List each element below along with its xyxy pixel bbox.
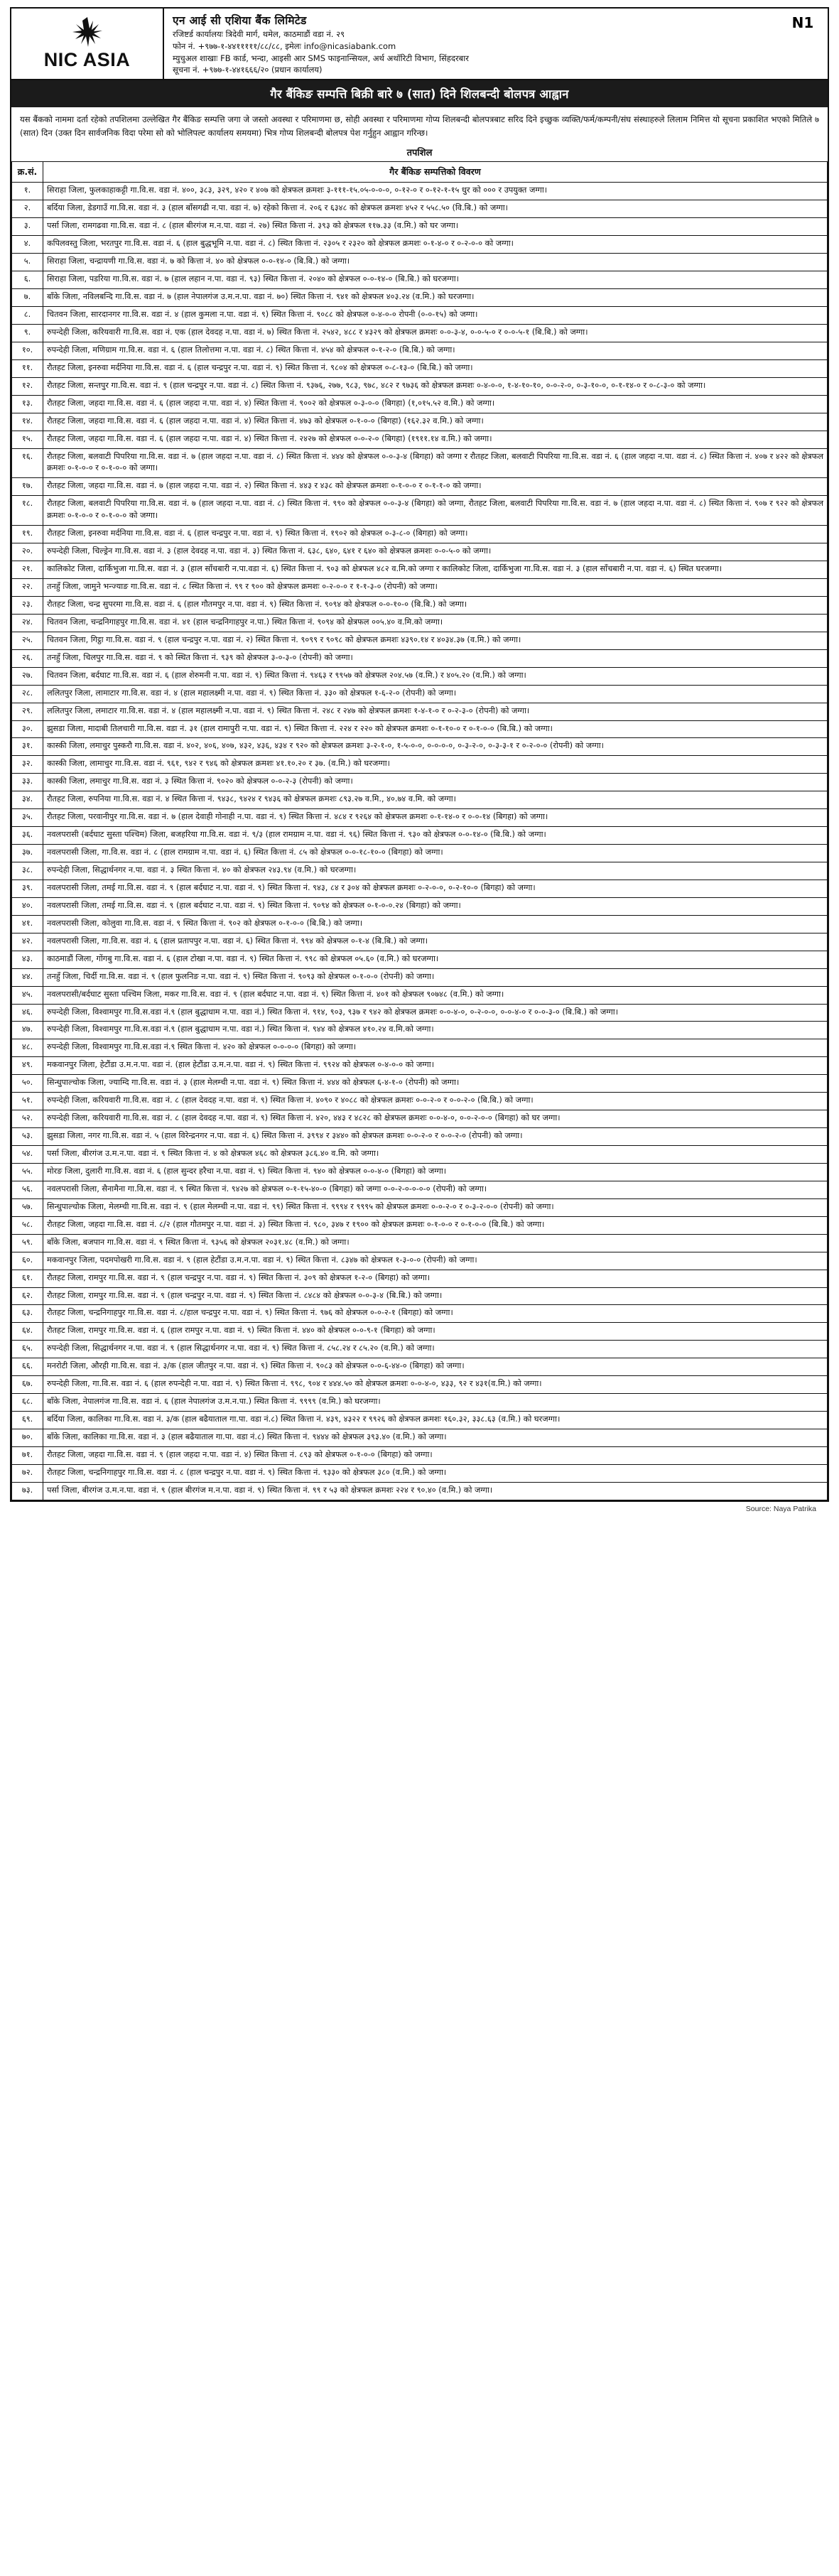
row-property-description: रौतहट जिला, रुपनिया गा.वि.स. वडा नं. ४ स्थित कित्ता नं. ९४३८, ९४२४ र ९४३६ को क्षेत्रफल क्रमशः ८९३.२७ व.मि., ४०.७४ व.मि. को जग्गा। [43, 791, 828, 809]
row-serial-number: २१. [12, 561, 43, 579]
row-property-description: सिन्धुपाल्चोक जिला, ज्याम्दि गा.वि.स. वडा नं. ३ (हाल मेलम्ची न.पा. वडा नं. ९) स्थित कित्ता नं. ४४४ को क्षेत्रफल ६-४-१-० (रोपनी) को जग्गा। [43, 1075, 828, 1093]
row-property-description: रुपन्देही जिला, सिद्धार्थनगर न.पा. वडा नं. ३ स्थित कित्ता नं. ४० को क्षेत्रफल २४३.९४ (व.मि.) को घरजग्गा। [43, 862, 828, 880]
row-serial-number: १५. [12, 431, 43, 448]
table-row [12, 254, 828, 271]
row-property-description: रौतहट जिला, परवानीपुर गा.वि.स. वडा नं. ७ (हाल देवाही गोनाही न.पा. वडा नं. ९) स्थित कित्ता नं. ४८४ र ९२६४ को क्षेत्रफल क्रमशः ०-१-१४-० र ०-०-१४ (बिगहा) को जग्गा। [43, 809, 828, 827]
row-serial-number: ३५. [12, 809, 43, 827]
row-property-description: नवलपरासी जिला, सैनामैना गा.वि.स. वडा नं. ९ स्थित कित्ता नं. ९४२७ को क्षेत्रफल ०-१-१५-४०-० (बिगहा) को जग्गा ०-०-२-०-०-०-० (रोपनी) को जग्गा। [43, 1181, 828, 1198]
row-property-description: नवलपरासी जिला, तमई गा.वि.स. वडा नं. ९ (हाल बर्दघाट न.पा. वडा नं. ९) स्थित कित्ता नं. ९४३, ८४ र ३०४ को क्षेत्रफल क्रमशः ०-२-०-०, ०-२-१०-० (बिगहा) को जग्गा। [43, 880, 828, 897]
row-serial-number: ७३. [12, 1482, 43, 1500]
row-serial-number: ७०. [12, 1429, 43, 1447]
row-serial-number: १८. [12, 496, 43, 526]
notice-intro-paragraph: यस बैंकको नाममा दर्ता रहेको तपशिलमा उल्लेखित गैर बैंकिङ सम्पत्ति जगा जे जस्तो अवस्था र परिमाणमा छ, सोही अवस्था र परिमाणमा गोप्य शिलबन्दी बोलपत्रबाट सरिद दिने इच्छुक व्यक्ति/फर्म/कम्पनी/संघ संस्थाहरुले लिलाम निमित्त यो सूचना प्रकाशित भएको मितिले ७ (सात) दिन (उक्त दिन सार्वजनिक विदा परेमा सो को भोलिपल्ट कार्यालय समयमा) भित्र गोप्य शिलबन्दी बोलपत्र पेश गर्नुहुन आह्वान गरिन्छ। [20, 114, 819, 138]
table-row [12, 703, 828, 720]
table-row [12, 791, 828, 809]
table-row [12, 1429, 828, 1447]
table-row [12, 756, 828, 774]
table-row [12, 649, 828, 667]
column-header-description: गैर बैंकिङ सम्पत्तिको विवरण [43, 161, 828, 183]
row-property-description: रुपन्देही जिला, करियवारी गा.वि.स. वडा नं. एक (हाल देवदह न.पा. वडा नं. ७) स्थित कित्ता नं. २५४२, ४८८ र ४३२९ को क्षेत्रफल क्रमशः ०-०-३-४, ०-०-५-० र ०-०-५-१ (बि.बि.) को जग्गा। [43, 324, 828, 342]
table-header-row [12, 161, 828, 183]
table-row [12, 1128, 828, 1146]
row-serial-number: ३२. [12, 756, 43, 774]
row-serial-number: १२. [12, 377, 43, 395]
row-serial-number: २२. [12, 579, 43, 597]
table-row [12, 774, 828, 791]
table-row [12, 1039, 828, 1057]
row-property-description: तनहुँ जिला, चिलपुर गा.वि.स. वडा नं. ९ को स्थित कित्ता नं. ९३९ को क्षेत्रफल ३-०-३-० (रोपनी) को जग्गा। [43, 649, 828, 667]
table-row [12, 880, 828, 897]
table-row [12, 377, 828, 395]
row-serial-number: ५७. [12, 1198, 43, 1216]
table-row [12, 1358, 828, 1376]
row-property-description: बाँके जिला, बजपान गा.वि.स. वडा नं. ९ स्थित कित्ता नं. ९३५६ को क्षेत्रफल २०३१.४८ (व.मि.) को जग्गा। [43, 1234, 828, 1252]
row-serial-number: ५४. [12, 1146, 43, 1164]
row-property-description: कालिकोट जिला, दार्किभुजा गा.वि.स. वडा नं. ३ (हाल साँचबारी न.पा.वडा नं. ६) स्थित कित्ता नं. ९०३ को क्षेत्रफल ४८२ व.मि.को जग्गा र कालिकोट जिला, दार्किभुजा गा.वि.स. वडा नं. ३ (हाल साँचबारी न.पा. वडा नं. ६) स्थित घरजग्गा। [43, 561, 828, 579]
notice-title: गैर बैंकिङ सम्पत्ति बिक्री बारे ७ (सात) दिने शिलबन्दी बोलपत्र आह्वान [11, 80, 828, 107]
row-property-description: कास्की जिला, लामाचुर गा.वि.स. वडा नं. ९६१, ९४२ र ९४६ को क्षेत्रफल क्रमशः ४१.१०.२० र ३७. (व.मि.) को घरजग्गा। [43, 756, 828, 774]
row-serial-number: ७. [12, 289, 43, 307]
row-property-description: रौतहट जिला, बलवाटी पिपरिया गा.वि.स. वडा नं. ७ (हाल जहदा न.पा. वडा नं. ८) स्थित कित्ता नं. ९९० को क्षेत्रफल ०-०-३-४ (बिगहा) को जग्गा, रौतहट जिला, बलवाटी पिपरिया गा.वि.स. वडा नं. ७ (हाल जहदा न.पा. वडा नं. ८) स्थित कित्ता नं. ९०७ र ९२२ को क्षेत्रफल क्रमशः ०-१-०-० र ०-१-०-० को जग्गा। [43, 496, 828, 526]
row-property-description: रौतहट जिला, इनरुवा मर्दनिया गा.वि.स. वडा नं. ६ (हाल चन्द्रपुर न.पा. वडा नं. ९) स्थित कित्ता नं. १९०२ को क्षेत्रफल ०-३-८-० (बिगहा) को जग्गा। [43, 526, 828, 543]
row-serial-number: ३६. [12, 827, 43, 845]
row-serial-number: १७. [12, 478, 43, 496]
row-property-description: कपिलवस्तु जिला, भरतपुर गा.वि.स. वडा नं. ६ (हाल बुद्धभूमि न.पा. वडा नं. ८) स्थित कित्ता नं. २३०५ र २३२० को क्षेत्रफल क्रमशः ०-१-४-० र ०-२-०-० को जग्गा। [43, 236, 828, 254]
row-serial-number: १६. [12, 448, 43, 478]
document-code: N1 [791, 14, 814, 31]
table-row [12, 614, 828, 632]
bank-address-line-1: रजिष्टर्ड कार्यालयः त्रिदेवी मार्ग, थमेल, काठमाडौं वडा नं. २९ [173, 29, 345, 40]
row-serial-number: ७१. [12, 1446, 43, 1464]
row-property-description: मकवानपुर जिला, पदमपोखरी गा.वि.स. वडा नं. ९ (हाल हेटौंडा उ.म.न.पा. वडा नं. ९) स्थित कित्ता नं. ८३४७ को क्षेत्रफल १-३-०-० (रोपनी) को जग्गा। [43, 1252, 828, 1270]
row-property-description: रौतहट जिला, जहदा गा.वि.स. वडा नं. ७ (हाल जहदा न.पा. वडा नं. २) स्थित कित्ता नं. ४४३ र ४३८ को क्षेत्रफल क्रमशः ०-१-०-० र ०-१-१-० को जग्गा। [43, 478, 828, 496]
row-property-description: नवलपरासी जिला, कोलुवा गा.वि.स. वडा नं. ९ स्थित कित्ता नं. ९०२ को क्षेत्रफल ०-१-०-० (बि.बि.) को जग्गा। [43, 915, 828, 933]
row-serial-number: ४८. [12, 1039, 43, 1057]
schedule-heading: तपशिल [406, 147, 433, 158]
row-property-description: सिराहा जिला, चन्द्रायणी गा.वि.स. वडा नं. ७ को कित्ता नं. ४० को क्षेत्रफल ०-०-१४-० (बि.बि.) को जग्गा। [43, 254, 828, 271]
row-property-description: रौतहट जिला, चन्द्र सुपरमा गा.वि.स. वडा नं. ६ (हाल गौतमपुर न.पा. वडा नं. ९) स्थित कित्ता नं. ९०९४ को क्षेत्रफल ०-०-१०-० (बि.बि.) को जग्गा। [43, 596, 828, 614]
table-row [12, 561, 828, 579]
column-header-sn: क्र.सं. [12, 161, 43, 183]
row-property-description: रुपन्देही जिला, करियवारी गा.वि.स. वडा नं. ८ (हाल देवदह न.पा. वडा नं. ९) स्थित कित्ता नं. ४०९० र ४०८८ को क्षेत्रफल क्रमशः ०-०-२-० र ०-०-२-० (बि.बि.) को जग्गा। [43, 1093, 828, 1110]
row-property-description: रौतहट जिला, चन्द्रनिगाहपुर गा.वि.स. वडा नं. ८/हाल चन्द्रपुर न.पा. वडा नं. ९) स्थित कित्ता नं. ९७६ को क्षेत्रफल ०-०-२-१ (बिगहा) को जग्गा। [43, 1305, 828, 1323]
row-serial-number: ८. [12, 307, 43, 325]
row-property-description: रौतहट जिला, जहदा गा.वि.स. वडा नं. ६ (हाल जहदा न.पा. वडा नं. ४) स्थित कित्ता नं. २४२७ को क्षेत्रफल ०-०-२-० (बिगहा) (१९११.१४ व.मि.) को जग्गा। [43, 431, 828, 448]
table-row [12, 413, 828, 431]
row-property-description: बाँके जिला, नविलबन्दि गा.वि.स. वडा नं. ७ (हाल नेपालगंज उ.म.न.पा. वडा नं. ७०) स्थित कित्ता नं. ९४१ को क्षेत्रफल ४०३.२४ (व.मि.) को घरजग्गा। [43, 289, 828, 307]
row-property-description: रुपन्देही जिला, विश्वामपुर गा.वि.स.वडा नं.९ (हाल बुद्धाधाम न.पा. वडा नं.) स्थित कित्ता नं. ९१४, ९०३, ९३७ र ९४२ को क्षेत्रफल क्रमशः ०-०-४-०, ०-२-०-०, ०-०-४-० र ०-०-३-० (बि.बि.) को जग्गा। [43, 1004, 828, 1022]
row-serial-number: ५२. [12, 1110, 43, 1128]
table-row [12, 236, 828, 254]
row-property-description: रौतहट जिला, रामपुर गा.वि.स. वडा नं. ६ (हाल रामपुर न.पा. वडा नं. ९) स्थित कित्ता नं. ४४० को क्षेत्रफल ०-०-९-१ (बिगहा) को जग्गा। [43, 1323, 828, 1341]
row-serial-number: २९. [12, 703, 43, 720]
row-property-description: नवलपरासी जिला, गा.वि.स. वडा नं. ६ (हाल प्रतापपुर न.पा. वडा नं. ६) स्थित कित्ता नं. ९९४ को क्षेत्रफल ०-१-४ (बि.बि.) को जग्गा। [43, 933, 828, 951]
row-property-description: रौतहट जिला, चन्द्रनिगाहपुर गा.वि.स. वडा नं. ८ (हाल चन्द्रपुर न.पा. वडा नं. ९) स्थित कित्ता नं. ९३३० को क्षेत्रफल ३८० (व.मि.) को जग्गा। [43, 1464, 828, 1482]
row-property-description: रौतहट जिला, इनरुवा मर्दनिया गा.वि.स. वडा नं. ६ (हाल चन्द्रपुर न.पा. वडा नं. ९) स्थित कित्ता नं. ९८०४ को क्षेत्रफल ०-८-१३-० (बि.बि.) को जग्गा। [43, 359, 828, 377]
table-row [12, 1394, 828, 1412]
table-row [12, 915, 828, 933]
row-serial-number: ५९. [12, 1234, 43, 1252]
row-property-description: पर्सा जिला, रामगढवा गा.वि.स. वडा नं. ८ (हाल बीरगंज म.न.पा. वडा नं. २७) स्थित कित्ता नं. ३९३ को क्षेत्रफल ११७.३३ (व.मि.) को घर जग्गा। [43, 218, 828, 236]
row-property-description: रौतहट जिला, जहदा गा.वि.स. वडा नं. ९ (हाल जहदा न.पा. वडा नं. ४) स्थित कित्ता नं. ८९३ को क्षेत्रफल ०-१-०-० (बिगहा) को जग्गा। [43, 1446, 828, 1464]
row-property-description: रुपन्देही जिला, विश्वामपुर गा.वि.स.वडा नं.९ स्थित कित्ता नं. ४२० को क्षेत्रफल ०-०-०-० (बिगहा) को जग्गा। [43, 1039, 828, 1057]
row-serial-number: ३४. [12, 791, 43, 809]
row-serial-number: ५३. [12, 1128, 43, 1146]
table-row [12, 1163, 828, 1181]
row-property-description: नवलपरासी (बर्दघाट सुस्ता पश्चिम) जिला, बजहरिया गा.वि.स. वडा नं. ९/३ (हाल रामग्राम न.पा. वडा नं. ९६) स्थित कित्ता नं. ९३० को क्षेत्रफल ०-०-१४-० (बि.बि.) को जग्गा। [43, 827, 828, 845]
row-property-description: नवलपरासी जिला, तमई गा.वि.स. वडा नं. ९ (हाल बर्दघाट न.पा. वडा नं. ९) स्थित कित्ता नं. ९०९४ को क्षेत्रफल ०-१-०-०.२४ (बिगहा) को जग्गा। [43, 897, 828, 915]
table-row [12, 1376, 828, 1394]
row-property-description: कास्की जिला, लमाचुर पुस्करौ गा.वि.स. वडा नं. ४०२, ४०६, ४०७, ४३२, ४३६, ४३४ र ९२० को क्षेत्रफल क्रमशः ३-२-१-०, १-५-०-०, ०-०-०-०, ०-३-२-०, ०-३-३-१ र ०-२-०-० (रोपनी) को जग्गा। [43, 738, 828, 756]
notice-frame [10, 7, 829, 1502]
row-property-description: चितवन जिला, सारदानगर गा.वि.स. वडा नं. ४ (हाल कुमला न.पा. वडा नं. ९) स्थित कित्ता नं. ९०८८ को क्षेत्रफल ०-४-०-० रोपनी (०-०-१५) को जग्गा। [43, 307, 828, 325]
table-row [12, 968, 828, 986]
row-property-description: रौतहट जिला, जहदा गा.वि.स. वडा नं. ६ (हाल जहदा न.पा. वडा नं. ४) स्थित कित्ता नं. ९००२ को क्षेत्रफल ०-३-०-० (बिगहा) (१,०१५.५२ व.मि.) को जग्गा। [43, 395, 828, 413]
table-row [12, 951, 828, 968]
row-property-description: झुसडा जिला, नगर गा.वि.स. वडा नं. ५ (हाल विरेन्द्रनगर न.पा. वडा नं. ६) स्थित कित्ता नं. ३९९४ र ३४४० को क्षेत्रफल क्रमशः ०-०-२-० र ०-०-२-० (रोपनी) को जग्गा। [43, 1128, 828, 1146]
row-serial-number: ९. [12, 324, 43, 342]
table-row [12, 324, 828, 342]
table-row [12, 431, 828, 448]
row-property-description: रुपन्देही जिला, विश्वामपुर गा.वि.स.वडा नं.९ (हाल बुद्धाधाम न.पा. वडा नं.) स्थित कित्ता नं. ९४४ को क्षेत्रफल ४१०.२४ व.मि.को जग्गा। [43, 1022, 828, 1039]
row-serial-number: ६९. [12, 1412, 43, 1429]
row-serial-number: २४. [12, 614, 43, 632]
table-row [12, 543, 828, 561]
table-row [12, 183, 828, 200]
row-property-description: मकवानपुर जिला, हेटौंडा उ.म.न.पा. वडा नं. (हाल हेटौंडा उ.म.न.पा. वडा नं. ९) स्थित कित्ता नं. ९९२४ को क्षेत्रफल ०-४-०-० को जग्गा। [43, 1057, 828, 1075]
row-serial-number: ३९. [12, 880, 43, 897]
table-row [12, 1110, 828, 1128]
table-row [12, 1482, 828, 1500]
bank-contact-info [164, 9, 778, 79]
bank-address-line-4: सूचना नं. +९७७-१-४४१६६६/२० (प्रधान कार्यालय) [173, 65, 323, 75]
row-serial-number: ४. [12, 236, 43, 254]
row-serial-number: ५६. [12, 1181, 43, 1198]
row-property-description: नवलपरासी जिला, गा.वि.स. वडा नं. ८ (हाल रामग्राम न.पा. वडा नं. ६) स्थित कित्ता नं. ८५ को क्षेत्रफल ०-०-१८-१०-० (बिगहा) को जग्गा। [43, 845, 828, 862]
row-property-description: चितवन जिला, बर्दघाट गा.वि.स. वडा नं. ६ (हाल शेरुमनी न.पा. वडा नं. ९) स्थित कित्ता नं. ९४६३ र ९९५७ को क्षेत्रफल २०४.५७ (व.मि.) र ४०५.२० (व.मि.) को जग्गा। [43, 667, 828, 685]
row-serial-number: ६२. [12, 1287, 43, 1305]
table-row [12, 1446, 828, 1464]
table-row [12, 738, 828, 756]
bank-address-line-3: म्युचुअल शाखाः FB कार्ड, भन्दा, आइसी आर SMS फाइनान्सियल, अर्थ अथॉरिटी विभाग, सिंहदरबार [173, 53, 469, 63]
row-property-description: मनरोटी जिला, औरही गा.वि.स. वडा नं. ३/क (हाल जीतपुर न.पा. वडा नं. ९) स्थित कित्ता नं. ९०८३ को क्षेत्रफल ०-०-६-४४-० (बिगहा) को जग्गा। [43, 1358, 828, 1376]
table-row [12, 632, 828, 649]
row-property-description: रौतहट जिला, रामपुर गा.वि.स. वडा नं. ९ (हाल चन्द्रपुर न.पा. वडा नं. ९) स्थित कित्ता नं. ३०९ को क्षेत्रफल १-२-० (बिगहा) को जग्गा। [43, 1270, 828, 1287]
table-row [12, 720, 828, 738]
row-serial-number: ६०. [12, 1252, 43, 1270]
table-row [12, 933, 828, 951]
row-serial-number: २३. [12, 596, 43, 614]
source-credit: Source: Naya Patrika [745, 1504, 816, 1513]
table-row [12, 1270, 828, 1287]
row-property-description: काठमाडौं जिला, गोंगबु गा.वि.स. वडा नं. ६ (हाल टोखा न.पा. वडा नं. ९) स्थित कित्ता नं. ९९८ को क्षेत्रफल ०५.६० (व.मि.) को घरजग्गा। [43, 951, 828, 968]
row-serial-number: ४५. [12, 986, 43, 1004]
table-row [12, 827, 828, 845]
table-row [12, 1198, 828, 1216]
row-serial-number: ५०. [12, 1075, 43, 1093]
table-row [12, 685, 828, 703]
table-row [12, 1234, 828, 1252]
row-serial-number: ४०. [12, 897, 43, 915]
table-row [12, 1022, 828, 1039]
row-property-description: तनहुँ जिला, चिर्दी गा.वि.स. वडा नं. ९ (हाल फुलनिङ न.पा. वडा नं. ९) स्थित कित्ता नं. ९०९३ को क्षेत्रफल ०-१-०-० (रोपनी) को जग्गा। [43, 968, 828, 986]
row-serial-number: २५. [12, 632, 43, 649]
row-serial-number: ४२. [12, 933, 43, 951]
row-property-description: सिराहा जिला, फुलकाहाकट्टी गा.वि.स. वडा नं. ४००, ३८३, ३२९, ४२० र ४०७ को क्षेत्रफल क्रमशः ३-१११-१५.०५-०-०-०, ०-१२-० र ०-१२-१-१५ धुर को ००० र उपयुक्त जग्गा। [43, 183, 828, 200]
row-serial-number: ५५. [12, 1163, 43, 1181]
table-row [12, 845, 828, 862]
row-serial-number: ३१. [12, 738, 43, 756]
row-serial-number: १९. [12, 526, 43, 543]
table-row [12, 271, 828, 289]
row-property-description: ललितपुर जिला, लमाटार गा.वि.स. वडा नं. ४ (हाल महालक्ष्मी न.पा. वडा नं. ९) स्थित कित्ता नं. २४८ र २४७ को क्षेत्रफल क्रमशः १-४-१-० र ०-२-३-० (रोपनी) को जग्गा। [43, 703, 828, 720]
star-burst-logo-icon [72, 16, 103, 48]
row-serial-number: २. [12, 200, 43, 218]
row-serial-number: ४६. [12, 1004, 43, 1022]
table-row [12, 1323, 828, 1341]
table-row [12, 1412, 828, 1429]
property-listing-table [11, 161, 828, 1500]
row-property-description: रौतहट जिला, बलवाटी पिपरिया गा.वि.स. वडा नं. ७ (हाल जहदा न.पा. वडा नं. ८) स्थित कित्ता नं. ४४४ को क्षेत्रफल ०-०-३-४ (बिगहा) को जग्गा र रौतहट जिला, बलवाटी पिपरिया गा.वि.स. वडा नं. ६ (हाल जहदा न.पा. वडा नं. ८) स्थित कित्ता नं. ४०७ र ४२२ को क्षेत्रफल क्रमशः ०-१-०-० र ०-१-०-० को जग्गा। [43, 448, 828, 478]
row-serial-number: ६४. [12, 1323, 43, 1341]
table-row [12, 526, 828, 543]
row-serial-number: ७२. [12, 1464, 43, 1482]
row-property-description: सिन्धुपाल्चोक जिला, मेलम्ची गा.वि.स. वडा नं. ९ (हाल मेलम्ची न.पा. वडा नं. ९९) स्थित कित्ता नं. ९९९४ र ९९९५ को क्षेत्रफल क्रमशः ०-०-२-० र ०-३-२-०-० (रोपनी) को जग्गा। [43, 1198, 828, 1216]
row-serial-number: ४३. [12, 951, 43, 968]
row-serial-number: १४. [12, 413, 43, 431]
row-property-description: चितवन जिला, गिट्ठा गा.वि.स. वडा नं. ९ (हाल चन्द्रपुर न.पा. वडा नं. २) स्थित कित्ता नं. ९०९९ र ९०९८ को क्षेत्रफल क्रमशः ४३९०.१४ र ४०३४.३७ (व.मि.) को जग्गा। [43, 632, 828, 649]
row-serial-number: २६. [12, 649, 43, 667]
row-serial-number: ३८. [12, 862, 43, 880]
table-row [12, 596, 828, 614]
row-serial-number: ३०. [12, 720, 43, 738]
table-row [12, 1057, 828, 1075]
row-property-description: रुपन्देही जिला, चिल्ड्रेन गा.वि.स. वडा नं. ३ (हाल देवदह न.पा. वडा नं. ३) स्थित कित्ता नं. ६३८, ६४०, ६४१ र ६४० को क्षेत्रफल क्रमशः ०-०-५-० को जग्गा। [43, 543, 828, 561]
row-serial-number: ५८. [12, 1216, 43, 1234]
row-property-description: रुपन्देही जिला, करियवारी गा.वि.स. वडा नं. ८ (हाल देवदह न.पा. वडा नं. ९) स्थित कित्ता नं. ४२०, ४४३ र ४८२८ को क्षेत्रफल क्रमशः ०-०-४-०, ०-०-२-०-० (बिगहा) को घर जग्गा। [43, 1110, 828, 1128]
row-serial-number: १३. [12, 395, 43, 413]
row-property-description: झुसडा जिला, मादाबी तिलचारी गा.वि.स. वडा नं. ३१ (हाल रामापुरी न.पा. वडा नं. ९) स्थित कित्ता नं. २२४ र २२० को क्षेत्रफल क्रमशः ०-१-१०-० र ०-१-०-० (बि.बि.) को जग्गा। [43, 720, 828, 738]
row-property-description: सिराहा जिला, पडरिया गा.वि.स. वडा नं. ७ (हाल लहान न.पा. वडा नं. ९३) स्थित कित्ता नं. २०४० को क्षेत्रफल ०-०-१४-० (बि.बि.) को घरजग्गा। [43, 271, 828, 289]
row-serial-number: ३७. [12, 845, 43, 862]
row-property-description: नवलपरासी/बर्दघाट सुस्ता पश्चिम जिला, मकर गा.वि.स. वडा नं. ९ (हाल बर्दघाट न.पा. वडा नं. ९) स्थित कित्ता नं. ४०१ को क्षेत्रफल ९०७४८ (व.मि.) को जग्गा। [43, 986, 828, 1004]
table-row [12, 1146, 828, 1164]
bank-logo [11, 9, 164, 79]
row-property-description: रुपन्देही जिला, गा.वि.स. वडा नं. ६ (हाल रुपन्देही न.पा. वडा नं. ९) स्थित कित्ता नं. ९९८, ९०४ र ४४४.५० को क्षेत्रफल क्रमशः ०-०-४-०, ४३३, ९२ र ४३१(व.मि.) को जग्गा। [43, 1376, 828, 1394]
row-serial-number: ४४. [12, 968, 43, 986]
row-property-description: बाँके जिला, कालिका गा.वि.स. वडा नं. ३ (हाल बढैयाताल गा.पा. वडा नं.८) स्थित कित्ता नं. ९४४४ को क्षेत्रफल ३९३.४० (व.मि.) को जग्गा। [43, 1429, 828, 1447]
row-property-description: रुपन्देही जिला, मणिग्राम गा.वि.स. वडा नं. ६ (हाल तिलोत्तमा न.पा. वडा नं. ८) स्थित कित्ता नं. ४५४ को क्षेत्रफल ०-१-२-० (बि.बि.) को जग्गा। [43, 342, 828, 359]
row-serial-number: २७. [12, 667, 43, 685]
row-property-description: बर्दिया जिला, कालिका गा.वि.स. वडा नं. ३/क (हाल बढैयाताल गा.पा. वडा नं.८) स्थित कित्ता नं. ४३९, ४३२२ र ९९२६ को क्षेत्रफल क्रमशः १६०.३२, ३३८.६३ (व.मि.) को घरजग्गा। [43, 1412, 828, 1429]
row-property-description: रुपन्देही जिला, सिद्धार्थनगर न.पा. वडा नं. ९ (हाल सिद्धार्थनगर न.पा. वडा नं. ९) स्थित कित्ता नं. ८५८.२४ र ८५.२० (व.मि.) को जग्गा। [43, 1341, 828, 1358]
row-property-description: मोरङ जिला, दुलारी गा.वि.स. वडा नं. ६ (हाल सुन्दर हरैचा न.पा. वडा नं. ९) स्थित कित्ता नं. ९४० को क्षेत्रफल ०-०-४-० (बिगहा) को जग्गा। [43, 1163, 828, 1181]
row-serial-number: ६५. [12, 1341, 43, 1358]
table-row [12, 809, 828, 827]
row-serial-number: ६६. [12, 1358, 43, 1376]
row-serial-number: ११. [12, 359, 43, 377]
table-row [12, 862, 828, 880]
table-row [12, 1216, 828, 1234]
table-row [12, 986, 828, 1004]
row-serial-number: ६७. [12, 1376, 43, 1394]
row-property-description: पर्सा जिला, बीरगंज उ.म.न.पा. वडा नं. ९ स्थित कित्ता नं. ४ को क्षेत्रफल ४६८ को क्षेत्रफल ३८६.४० व.मि. को जग्गा। [43, 1146, 828, 1164]
table-row [12, 478, 828, 496]
notice-header [11, 9, 828, 80]
table-row [12, 1305, 828, 1323]
row-serial-number: ४१. [12, 915, 43, 933]
row-property-description: रौतहट जिला, जहदा गा.वि.स. वडा नं. ८/२ (हाल गौतमपुर न.पा. वडा नं. ३) स्थित कित्ता नं. ९८०, ३४७ र १९०० को क्षेत्रफल क्रमशः ०-१-०-० र ०-१-०-० (बि.बि.) को जग्गा। [43, 1216, 828, 1234]
table-row [12, 395, 828, 413]
table-row [12, 1341, 828, 1358]
row-property-description: ललितपुर जिला, लामाटार गा.वि.स. वडा नं. ४ (हाल महालक्ष्मी न.पा. वडा नं. ९) स्थित कित्ता नं. ३३० को क्षेत्रफल १-६-२-० (रोपनी) को जग्गा। [43, 685, 828, 703]
table-row [12, 289, 828, 307]
row-property-description: रौतहट जिला, रामपुर गा.वि.स. वडा नं. ९ (हाल चन्द्रपुर न.पा. वडा नं. ९) स्थित कित्ता नं. ८४८४ को क्षेत्रफल ०-०-३-४ (बि.बि.) को जग्गा। [43, 1287, 828, 1305]
row-property-description: कास्की जिला, लमाचुर गा.वि.स. वडा नं. ३ स्थित कित्ता नं. ९०२० को क्षेत्रफल ०-०-२-३ (रोपनी) को जग्गा। [43, 774, 828, 791]
table-row [12, 667, 828, 685]
table-row [12, 1075, 828, 1093]
row-serial-number: ६८. [12, 1394, 43, 1412]
table-row [12, 1464, 828, 1482]
row-serial-number: ५. [12, 254, 43, 271]
table-row [12, 200, 828, 218]
table-row [12, 1287, 828, 1305]
table-row [12, 579, 828, 597]
row-property-description: पर्सा जिला, बीरगंज उ.म.न.पा. वडा नं. ९ (हाल बीरगंज म.न.पा. वडा नं. ९) स्थित कित्ता नं. ९९ र ५३ को क्षेत्रफल क्रमशः २२४ र ९०.४० (व.मि.) को जग्गा। [43, 1482, 828, 1500]
row-serial-number: ४९. [12, 1057, 43, 1075]
row-serial-number: २८. [12, 685, 43, 703]
table-row [12, 1004, 828, 1022]
table-row [12, 1093, 828, 1110]
row-serial-number: १०. [12, 342, 43, 359]
table-row [12, 359, 828, 377]
row-property-description: बाँके जिला, नेपालगंज गा.वि.स. वडा नं. ६ (हाल नेपालगंज उ.म.न.पा.) स्थित कित्ता नं. ९९९९ (व.मि.) को घरजग्गा। [43, 1394, 828, 1412]
bank-address-line-2: फोन नं. +९७७-१-४४१११११/८८/८८, इमेलः info@nicasiabank.com [173, 41, 396, 52]
row-property-description: बर्दिया जिला, डेडगाउँ गा.वि.स. वडा नं. ३ (हाल बाँसगढी न.पा. वडा नं. ७) रहेको कित्ता नं. २०६ र ६३४८ को क्षेत्रफल क्रमशः ४५२ र ५५८.५० (वि.बि.) को जग्गा। [43, 200, 828, 218]
table-row [12, 342, 828, 359]
row-serial-number: ६१. [12, 1270, 43, 1287]
row-serial-number: २०. [12, 543, 43, 561]
row-serial-number: ३. [12, 218, 43, 236]
row-property-description: रौतहट जिला, सन्तपुर गा.वि.स. वडा नं. ९ (हाल चन्द्रपुर न.पा. वडा नं. ८) स्थित कित्ता नं. ९३७६, २७७, ९८३, ९७८, ४८२ र ९७३६ को क्षेत्रफल क्रमशः ०-४-०-०, १-४-१०-१०, ०-०-२-०, ०-३-१०-०, ०-१-१४-० र ०-८-३-० को जग्गा। [43, 377, 828, 395]
row-property-description: चितवन जिला, चन्द्रनिगाहपुर गा.वि.स. वडा नं. ४१ (हाल चन्द्रनिगाहपुर न.पा.) स्थित कित्ता नं. ९०९४ को क्षेत्रफल ००५.४० व.मि.को जग्गा। [43, 614, 828, 632]
row-serial-number: ५१. [12, 1093, 43, 1110]
table-row [12, 218, 828, 236]
table-row [12, 897, 828, 915]
table-row [12, 496, 828, 526]
bank-name: एन आई सी एशिया बैंक लिमिटेड [173, 14, 307, 27]
table-row [12, 1181, 828, 1198]
row-serial-number: ४७. [12, 1022, 43, 1039]
row-serial-number: ६३. [12, 1305, 43, 1323]
table-row [12, 307, 828, 325]
table-row [12, 448, 828, 478]
row-serial-number: ६. [12, 271, 43, 289]
bank-logo-text: NIC ASIA [43, 49, 131, 71]
row-serial-number: ३३. [12, 774, 43, 791]
table-row [12, 1252, 828, 1270]
row-serial-number: १. [12, 183, 43, 200]
row-property-description: तनहुँ जिला, जामुने भन्ज्याङ गा.वि.स. वडा नं. ८ स्थित कित्ता नं. ९९ र ९०० को क्षेत्रफल क्रमशः ०-२-०-० र १-१-३-० (रोपनी) को जग्गा। [43, 579, 828, 597]
row-property-description: रौतहट जिला, जहदा गा.वि.स. वडा नं. ६ (हाल जहदा न.पा. वडा नं. ४) स्थित कित्ता नं. ४७३ को क्षेत्रफल ०-१-०-० (बिगहा) (१६२.३२ व.मि.) को जग्गा। [43, 413, 828, 431]
